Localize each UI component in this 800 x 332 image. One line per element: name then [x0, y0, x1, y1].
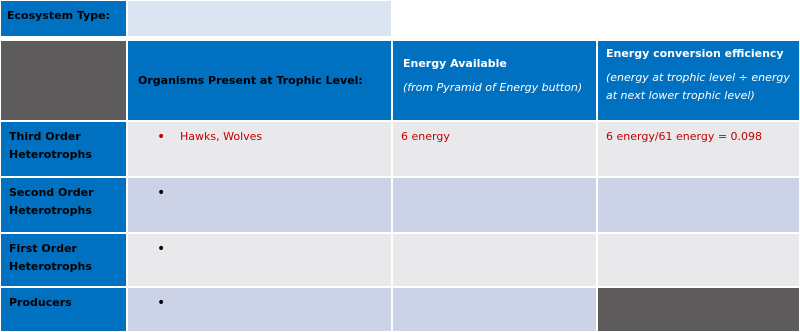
organisms-cell-third-order[interactable]: [127, 121, 392, 177]
organisms-header-text: Organisms Present at Trophic Level:: [138, 73, 363, 87]
row-label-third-order: Third Order Heterotrophs: [0, 121, 127, 177]
header-corner-cell: [0, 40, 127, 121]
efficiency-cell-producers-disabled: [597, 287, 800, 332]
organisms-cell-producers[interactable]: [127, 287, 392, 332]
row-label-producers: Producers: [0, 287, 127, 332]
energy-available-subtitle: (from Pyramid of Energy button): [403, 81, 583, 94]
organisms-cell-first-order[interactable]: [127, 233, 392, 287]
bullet-icon: •: [157, 129, 166, 145]
energy-cell-second-order[interactable]: [392, 177, 597, 233]
energy-available-header: [392, 40, 597, 121]
efficiency-title: Energy conversion efficiency: [606, 47, 784, 60]
bullet-icon: •: [157, 185, 166, 201]
efficiency-cell-second-order[interactable]: [597, 177, 800, 233]
organisms-cell-second-order[interactable]: [127, 177, 392, 233]
efficiency-header: [597, 40, 800, 121]
row-label-second-order: Second Order Heterotrophs: [0, 177, 127, 233]
efficiency-subtitle: (energy at trophic level ÷ energy at next lower trophic level): [606, 71, 790, 102]
efficiency-cell-third-order[interactable]: 6 energy/61 energy = 0.098: [597, 121, 800, 177]
energy-cell-producers[interactable]: [392, 287, 597, 332]
bullet-icon: •: [157, 295, 166, 311]
efficiency-cell-first-order[interactable]: [597, 233, 800, 287]
row-label-first-order: First Order Heterotrophs: [0, 233, 127, 287]
energy-available-title: Energy Available: [403, 57, 507, 70]
ecosystem-type-field[interactable]: [127, 0, 392, 37]
energy-cell-third-order[interactable]: 6 energy: [392, 121, 597, 177]
ecosystem-type-label: Ecosystem Type:: [0, 0, 127, 37]
organisms-text: Hawks, Wolves: [180, 130, 263, 143]
bullet-icon: •: [157, 241, 166, 257]
energy-cell-first-order[interactable]: [392, 233, 597, 287]
organisms-header: [127, 40, 392, 121]
